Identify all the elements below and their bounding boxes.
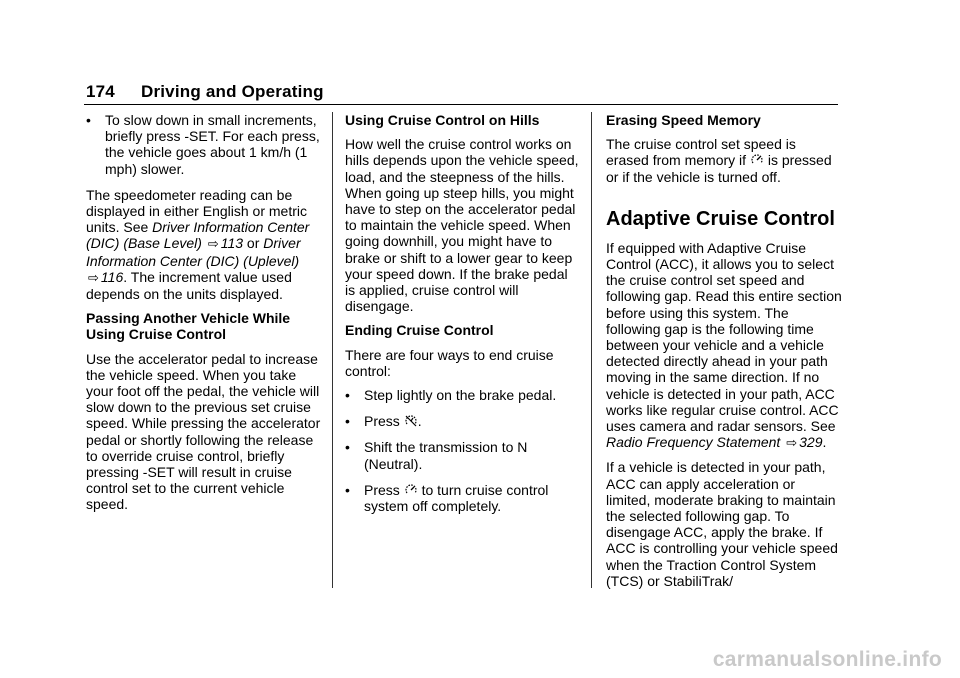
acc-detect-paragraph: If a vehicle is detected in your path, ACC can apply acceleration or limited, moderate braking to maintain the selected following gap. To disengage ACC, apply the brake. If ACC is controlling your vehicle speed when the Traction Control System (TCS) or StabiliTrak/ [606, 459, 838, 589]
list-item [345, 482, 581, 514]
paragraph-text: The cruise control set speed is erased from memory if [606, 136, 796, 169]
bullet-marker: • [345, 439, 350, 456]
bullet-text: . [417, 413, 422, 430]
passing-paragraph: Use the accelerator pedal to increase the vehicle speed. When you take your foot off the pedal, the vehicle will slow down to the previous set cruise speed. While pressing the accelerator pedal or shortly following the release to override cruise control, briefly pressing -SET will result in cruise control set to the current vehicle speed. [86, 350, 321, 513]
paragraph-text: is pressed or if the vehicle is turned off. [606, 152, 832, 185]
bullet-marker: • [345, 413, 350, 430]
paragraph-text: . The increment value used depends on the units displayed. [86, 268, 292, 303]
paragraph-text: The speedometer reading can be displayed in either English or metric units. See [86, 186, 307, 236]
subheading-erasing: Erasing Speed Memory [606, 112, 761, 128]
list-item [345, 387, 581, 403]
bullet-marker: • [86, 112, 91, 128]
dic-base-link[interactable]: Driver Information Center (DIC) (Base Level) [86, 219, 310, 252]
bullet-text: To slow down in small increments, briefly press -SET. For each press, the vehicle goes about 1 km/h (1 mph) slower. [105, 112, 320, 177]
bullet-text: Press [364, 413, 404, 430]
page-header [86, 82, 324, 102]
list-item [345, 439, 581, 471]
radio-frequency-link[interactable]: Radio Frequency Statement [606, 434, 781, 451]
erasing-paragraph [606, 136, 842, 185]
hills-paragraph: How well the cruise control works on hills depends upon the vehicle speed, load, and the steepness of the hills. When going up steep hills, you might have to step on the accelerator pedal to maintain the vehicle speed. When going downhill, you might have to brake or shift to a lower gear to keep your speed down. If the brake pedal is applied, cruise control will disengage. [345, 136, 579, 315]
bullet-marker: • [345, 387, 350, 404]
page-ref-arrow-icon: ⇨ [786, 435, 798, 451]
page-number: 174 [86, 82, 115, 101]
paragraph-text: or [243, 235, 264, 252]
section-heading: Adaptive Cruise Control [606, 207, 835, 230]
bullet-text: Shift the transmission to N (Neutral). [364, 439, 528, 472]
column-1 [86, 112, 326, 521]
page-ref-116[interactable]: 116 [100, 268, 124, 285]
speedometer-paragraph [86, 187, 326, 302]
column-divider-1 [332, 112, 333, 588]
page-ref-arrow-icon: ⇨ [88, 269, 99, 285]
subheading-passing: Passing Another Vehicle While Using Cruise Control [86, 310, 291, 343]
acc-paragraph [606, 240, 842, 452]
paragraph-text: If equipped with Adaptive Cruise Control (ACC), it allows you to select the cruise control set speed and following gap. Read this entire section before using this system. The following gap is the following time between your vehicle and a vehicle detected directly ahead in your path moving in the same direction. If no vehicle is detected in your path, ACC works like regular cruise control. ACC uses camera and radar sensors. See [606, 239, 842, 435]
cruise-power-icon [404, 483, 418, 497]
cruise-cancel-icon [404, 414, 418, 428]
column-divider-2 [591, 112, 592, 588]
page-ref-329[interactable]: 329 [799, 434, 823, 451]
bullet-text: Step lightly on the brake pedal. [364, 387, 557, 404]
page-ref-arrow-icon: ⇨ [207, 236, 219, 252]
column-2 [345, 112, 581, 524]
paragraph-text: . [822, 434, 827, 451]
section-title: Driving and Operating [140, 82, 324, 101]
dic-uplevel-link[interactable]: Driver Information Center (DIC) (Uplevel) [86, 235, 301, 269]
subheading-ending: Ending Cruise Control [345, 322, 494, 339]
page-ref-113[interactable]: 113 [220, 235, 244, 252]
ending-paragraph: There are four ways to end cruise control: [345, 346, 554, 379]
bullet-marker: • [345, 481, 350, 498]
header-rule [84, 104, 838, 105]
list-item [86, 112, 326, 177]
column-3 [606, 112, 842, 597]
list-item [345, 413, 581, 429]
bullet-text: Press [364, 481, 404, 498]
watermark: carmanualsonline.info [712, 648, 942, 671]
cruise-power-icon [750, 153, 764, 167]
bullet-text: to turn cruise control system off completely. [364, 481, 549, 515]
subheading-hills: Using Cruise Control on Hills [345, 112, 540, 128]
